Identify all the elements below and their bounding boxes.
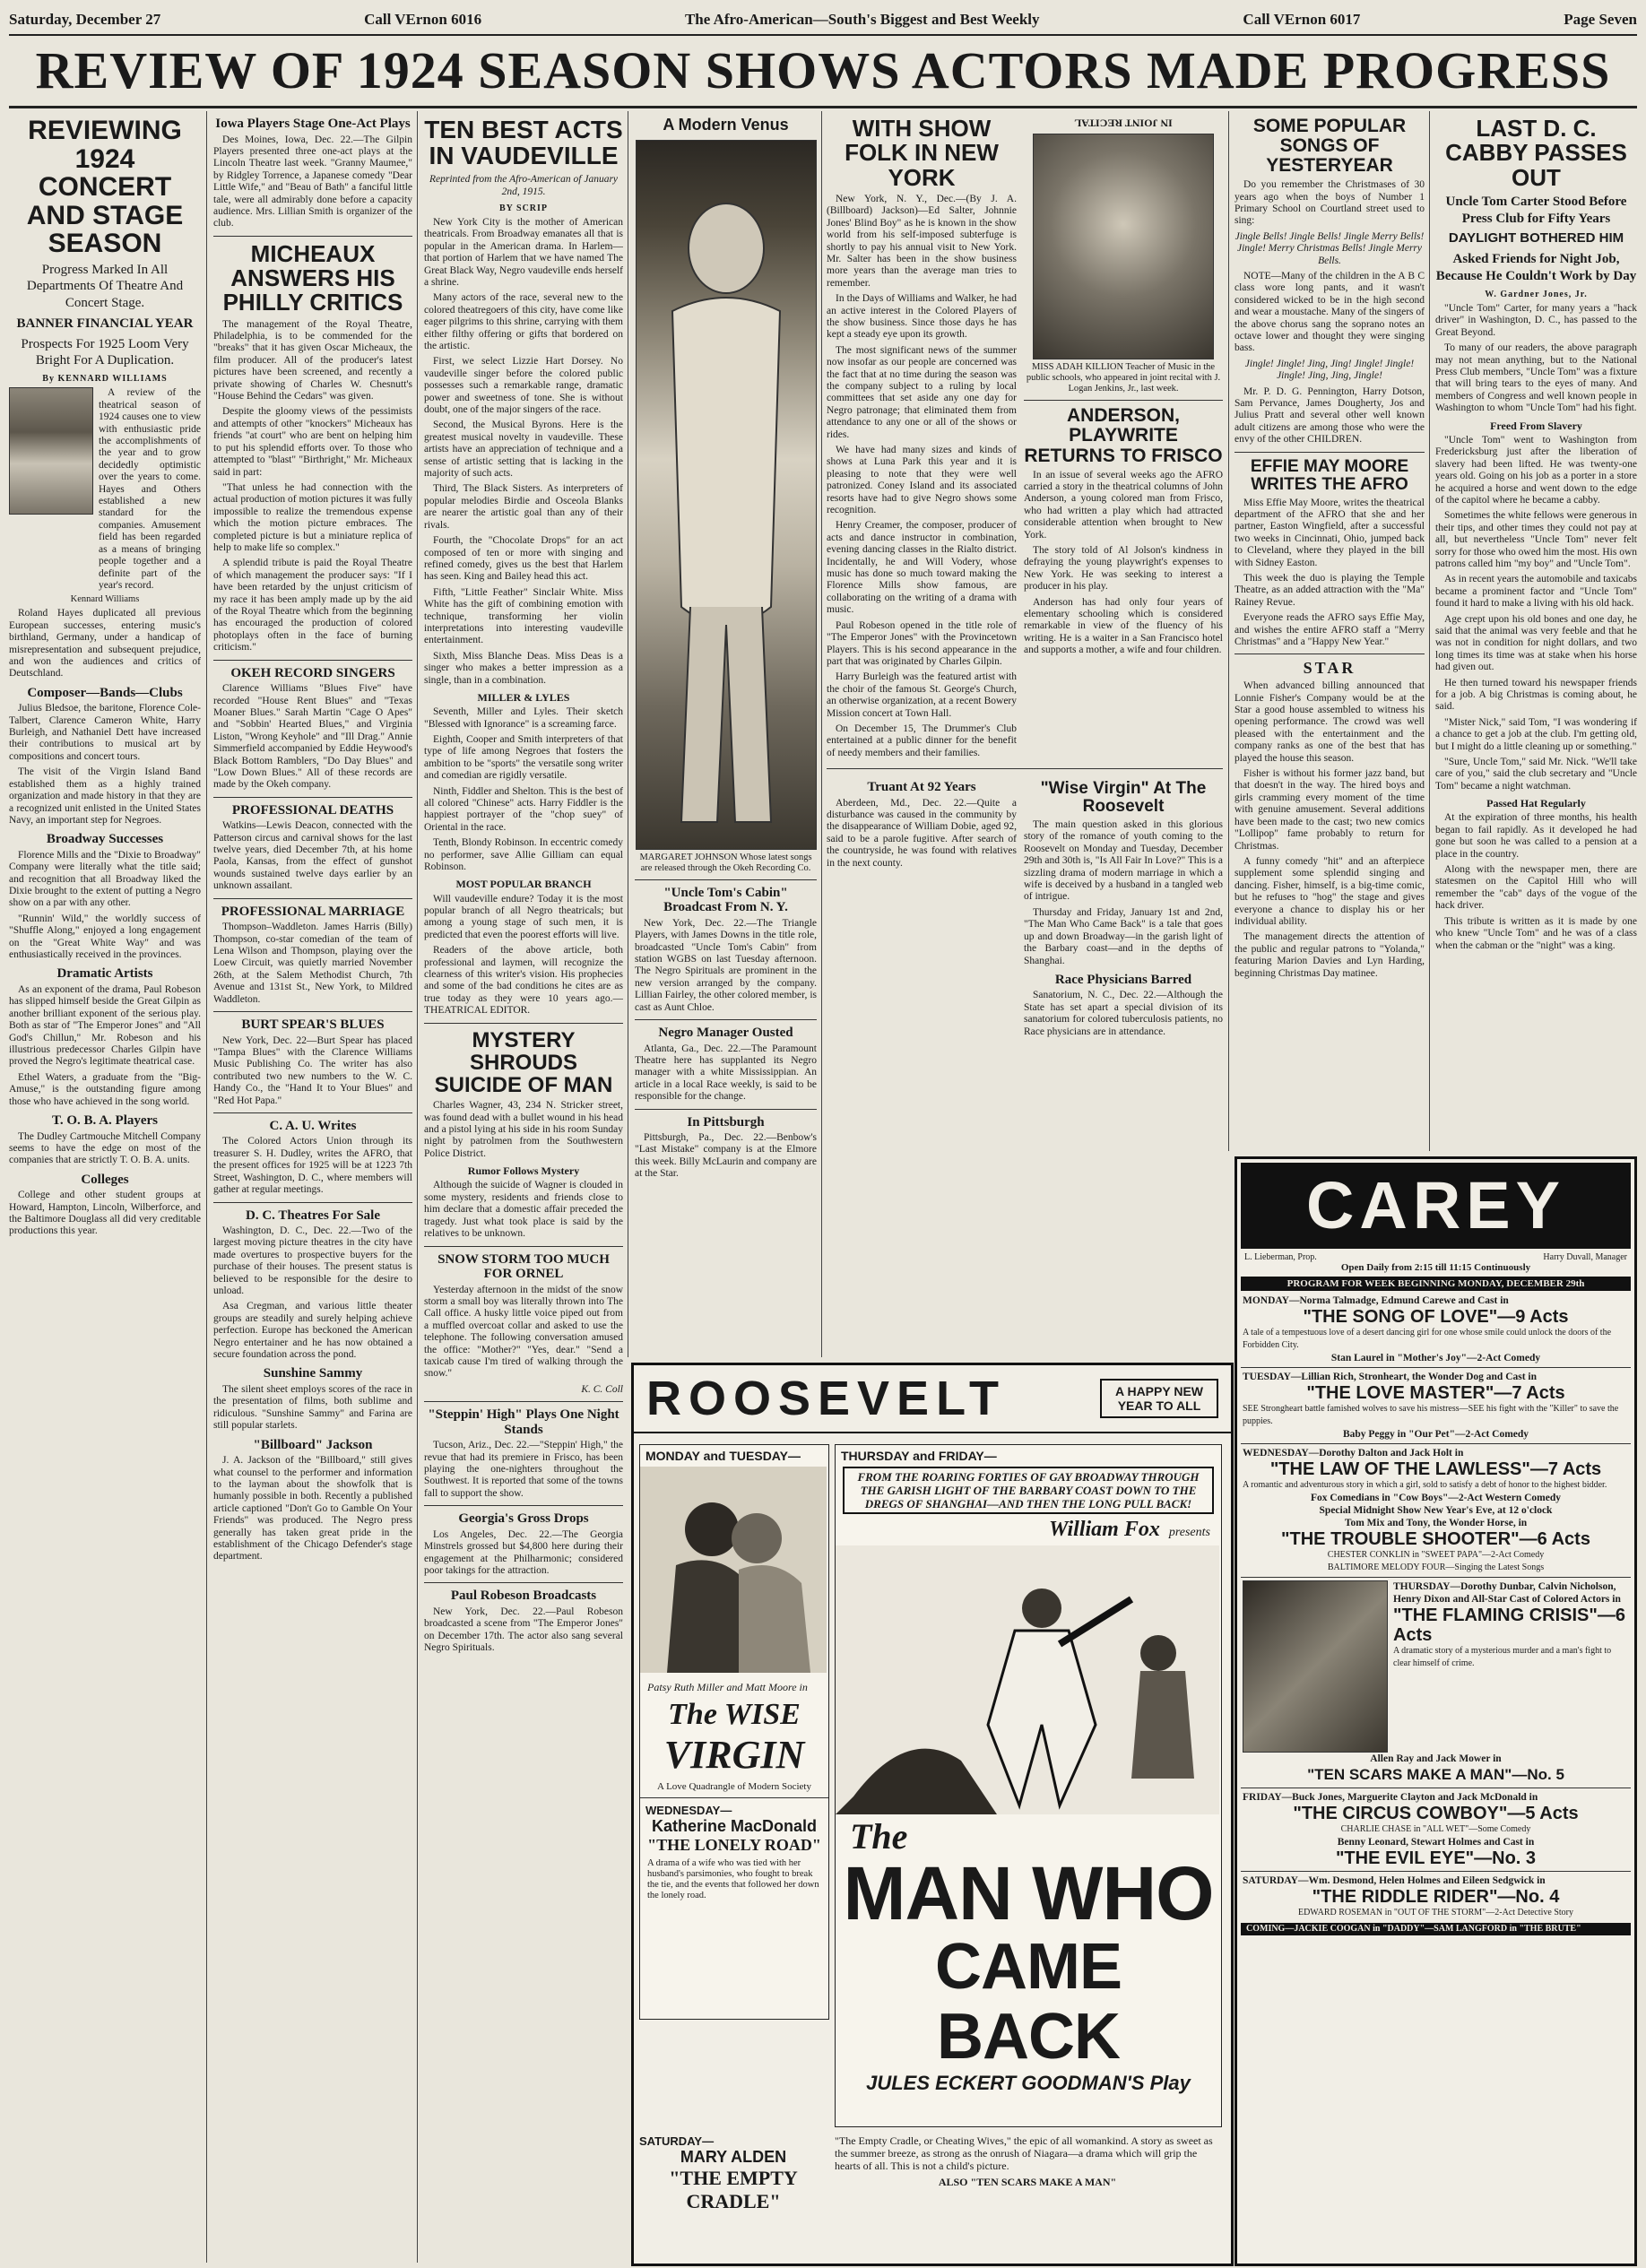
article-paragraph: Los Angeles, Dec. 22.—The Georgia Minstrels grossed but $4,800 here during their engagement at the Philharmonic; considered poor takings for the attraction. xyxy=(424,1528,623,1576)
article-paragraph: As an exponent of the drama, Paul Robeson has slipped himself beside the Great Gilpin as another brilliant exponent of the serious play. Both as star of "The Emperor Jones" and "All God's Chillun," Mr. Robeson and his illustrious predecessor Charles Gilpin have proved the Negro's legitimate theatrical case. xyxy=(9,983,201,1068)
article-paragraph: New York, N. Y., Dec.—(By J. A. (Billboard) Jackson)—Ed Salter, Johnnie Jones' Blind Boy" as he is known in the show world from his self-imposed subterfuge is shortly to pay his annual visit to New York. Mr. Salter has been in the show business more years than the average man tries to remember. xyxy=(827,193,1017,289)
carey-thursday: THURSDAY—Dorothy Dunbar, Calvin Nicholson, Henry Dixon and All-Star Cast of Colored Actors in xyxy=(1393,1581,1621,1605)
poster-film-title: MAN WHO xyxy=(843,1851,1214,1935)
article-paragraph: Yesterday afternoon in the midst of the snow storm a small boy was literally thrown into The Call office. A husky little voice piped out from a muffled overcoat collar and asked to use the telephone. The following conversation amused the office: "Mother?" "Yes, dear." "Send a taxicab cause I'm tired of walking through the snow." xyxy=(424,1284,623,1380)
wise-virgin-poster xyxy=(639,1444,829,2020)
reprint-note: Reprinted from the Afro-American of January 2nd, 1915. xyxy=(429,173,619,198)
adah-killion-photo xyxy=(1033,134,1214,359)
poster-dates: THURSDAY and FRIDAY— xyxy=(841,1449,997,1463)
roosevelt-logo: ROOSEVELT xyxy=(646,1372,1007,1425)
subhead: Sunshine Sammy xyxy=(263,1366,363,1381)
carey-logo: CAREY xyxy=(1241,1163,1631,1249)
article-headline: In Pittsburgh xyxy=(687,1114,765,1130)
roosevelt-saturday-desc xyxy=(835,2134,1220,2188)
carey-friday: FRIDAY—Buck Jones, Marguerite Clayton and Jack McDonald in xyxy=(1243,1792,1538,1803)
carey-owner: L. Lieberman, Prop. xyxy=(1244,1252,1317,1262)
article-headline: SNOW STORM TOO MUCH FOR ORNEL xyxy=(437,1251,610,1281)
article-paragraph: Clarence Williams "Blues Five" have recorded "House Rent Blues" and "Texas Moaner Blues." Sarah Martin "Cage O Apes" and "Sobbin' Hearted Blues," and Virginia Liston, "Wrong Keyhole" and "Ill Drag." Annie Simmerfield accompanied by Eddie Heywood's Black Bottom Ramblers, "Do Day Blues" and "Low Down Blues." All of these records are made by the Okeh company. xyxy=(213,683,412,791)
article-paragraph: Thursday and Friday, January 1st and 2nd, "The Man Who Came Back" is a tale that goes up and down Broadway—in the garish light of the Barbary coast—and in the depths of Shanghai. xyxy=(1024,906,1223,966)
paper-name: The Afro-American—South's Biggest and Best Weekly xyxy=(684,11,1040,28)
article-paragraph: Thompson–Waddleton. James Harris (Billy) Thompson, co-star comedian of the team of Lena Wilson and Thompson, playing over the Loew Circuit, was quietly married November 26th, at the Salem Methodist Church, 7th Avenue and 131st St., New York, to Mildred Waddleton. xyxy=(213,922,412,1005)
poster-film-desc: "The Empty Cradle, or Cheating Wives," the epic of all womankind. A story as sweet as the summer breeze, as strong as the onrush of Niagara—a drama which will grip the hearts of all. This is not a child's picture. xyxy=(835,2134,1213,2172)
article-headline: A Modern Venus xyxy=(663,116,789,134)
article-headline: PROFESSIONAL DEATHS xyxy=(231,802,394,818)
article-paragraph: When advanced billing announced that Lonnie Fisher's Company would be at the Star a good house assembled to witness his opening performance. The crowd was well pleased with the entertainment and the company ranks as one of the best that has played the house this season. xyxy=(1234,680,1425,764)
article-paragraph: We have had many sizes and kinds of shows at Luna Park this year and it is pleasing to note that they were well patronized. Coney Island and its associated resorts have had to give Negro shows some recognition. xyxy=(827,445,1017,516)
article-deck: Progress Marked In All Departments Of Theatre And Concert Stage. xyxy=(26,262,184,310)
article-paragraph: Age crept upon his old bones and one day, he said that the animal was very feeble and that he was not in condition for night dollars, and two long times its time was at stake when his horse had given out. xyxy=(1435,613,1637,673)
carey-film-title: "THE CIRCUS COWBOY"—5 Acts xyxy=(1293,1804,1579,1823)
poster-film-desc: A Love Quadrangle of Modern Society xyxy=(657,1781,811,1792)
carey-program: PROGRAM FOR WEEK BEGINNING MONDAY, DECEMBER 29th xyxy=(1241,1277,1631,1291)
carey-extra: BALTIMORE MELODY FOUR—Singing the Latest Songs xyxy=(1327,1562,1545,1572)
poster-film-title: The xyxy=(850,1816,908,1857)
subhead: Passed Hat Regularly xyxy=(1486,797,1586,810)
article-headline: SOME POPULAR SONGS OF YESTERYEAR xyxy=(1252,116,1407,177)
subhead: Colleges xyxy=(81,1172,129,1187)
subhead: MOST POPULAR BRANCH xyxy=(455,878,592,891)
fighting-figures-icon xyxy=(836,1545,1219,1814)
article-paragraph: Charles Wagner, 43, 234 N. Stricker street, was found dead with a bullet wound in his head and a pistol lying at his side in his room Sunday night by patrolmen from the Southwestern Police District. xyxy=(424,1100,623,1159)
subhead: Broadway Successes xyxy=(46,832,164,847)
article-paragraph: "Mister Nick," said Tom, "I was wondering if a chance to get a job at the club. I'm getting old, but I might do a little cleaning up or something." xyxy=(1435,716,1637,752)
carey-hours: Open Daily from 2:15 till 11:15 Continuously xyxy=(1340,1262,1531,1273)
column-rule xyxy=(1228,111,1229,1151)
carey-film-title: "THE TROUBLE SHOOTER"—6 Acts xyxy=(1281,1529,1590,1549)
article-paragraph: Readers of the above article, both professional and laymen, will recognize the clearness of this writer's vision. His prophecies and some of the bad conditions he cites are as true today as they were 10 years ago.—THEATRICAL EDITOR. xyxy=(424,945,623,1017)
article-paragraph: Seventh, Miller and Lyles. Their sketch "Blessed with Ignorance" is a screaming farce. xyxy=(424,706,623,730)
article-headline: Georgia's Gross Drops xyxy=(458,1511,589,1527)
article-paragraph: Tenth, Blondy Robinson. In eccentric comedy no performer, save Allie Gilliam can equal Robinson. xyxy=(424,837,623,873)
carey-management xyxy=(1237,1252,1634,1262)
article-headline: "Uncle Tom's Cabin" Broadcast From N. Y. xyxy=(663,885,788,915)
article-headline: OKEH RECORD SINGERS xyxy=(230,665,395,680)
article-paragraph: Third, The Black Sisters. As interpreters of popular melodies Birdie and Osceola Blanks are nearer the artistic goal than any of their rivals. xyxy=(424,483,623,531)
article-paragraph: Sanatorium, N. C., Dec. 22.—Although the State has set apart a special division of its sanatorium for colored tuberculosis patients, no Race physicians are in attendance. xyxy=(1024,990,1223,1037)
article-paragraph: In an issue of several weeks ago the AFRO carried a story in the theatrical columns of John Anderson, a young colored man from Frisco, who had written a play which had attracted considerable attention when brought to New York. xyxy=(1024,469,1223,541)
article-paragraph: New York, Dec. 22.—Paul Robeson broadcasted a scene from "The Emperor Jones" on December 17th. The actor also sang several Negro Spirituals. xyxy=(424,1606,623,1654)
article-paragraph: The most significant news of the summer now insofar as our people are concerned was the fact that at no time during the season was the company subject to a ruling by local committees that set aside any one day for Negro patronage; that eliminated them from attendance to any one or all of the shows or rides. xyxy=(827,344,1017,440)
photo-caption: MARGARET JOHNSON Whose latest songs are released through the Okeh Recording Co. xyxy=(639,852,812,873)
poster-also: ALSO "TEN SCARS MAKE A MAN" xyxy=(938,2176,1117,2188)
song-verse: Jingle Bells! Jingle Bells! Jingle Merry Bells! Jingle! Merry Christmas Bells! Jingle Merry Bells. xyxy=(1234,230,1425,266)
article-paragraph: New York, Dec. 22—Burt Spear has placed "Tampa Blues" with the Clarence Williams Music Publishing Co. The writer has also contributed two new numbers to the W. C. Handy Co., the "Hand It to Your Blues" and "Red Hot Papa." xyxy=(213,1034,412,1106)
new-year-greeting: A HAPPY NEW YEAR TO ALL xyxy=(1100,1379,1218,1418)
article-paragraph: The Dudley Cartmouche Mitchell Company seems to have the edge on most of the companies that are strictly T. O. B. A. units. xyxy=(9,1130,201,1166)
article-paragraph: J. A. Jackson of the "Billboard," still gives what counsel to the performer and information to the layman about the showfolk that is humanly possible in both. Recently a published article captioned "Don't Go to Gamble On Your Friends" was produced. The Negro press generally has taken great pride in the establishment of the Chicago Defender's stage department. xyxy=(213,1455,412,1562)
banner-headline: REVIEW OF 1924 SEASON SHOWS ACTORS MADE PROGRESS xyxy=(9,36,1637,108)
article-paragraph: Atlanta, Ga., Dec. 22.—The Paramount Theatre here has supplanted its Negro manager with a white Mississippian. An article in a local Race weekly, is said to be responsible for the change. xyxy=(635,1043,817,1103)
column-yesteryear xyxy=(1234,111,1425,1151)
article-paragraph: Des Moines, Iowa, Dec. 22.—The Gilpin Players presented three one-act plays at the Lincoln Theatre last week. "Granny Maumee," by Ridgley Torrence, a Japanese comedy "Dear Little Wife," and "Beau of Bath" a fanciful little tale, were all admirably done before a capacity audience. Mrs. Lillian Smith is organizer of the club. xyxy=(213,134,412,229)
article-paragraph: Many actors of the race, several new to the colored theatregoers of this city, have come like eager pilgrims to this shrine, carrying with them either filthy offering or gifts that bordered on the artistic. xyxy=(424,292,623,351)
article-deck: Prospects For 1925 Loom Very Bright For A Duplication. xyxy=(21,336,189,368)
article-paragraph: The management directs the attention of the public and regular patrons to "Yolanda," featuring Marion Davies and Lyn Harding, beginning Christmas Day matinee. xyxy=(1234,931,1425,979)
article-headline: Iowa Players Stage One-Act Plays xyxy=(215,117,411,131)
article-paragraph: Miss Effie May Moore, writes the theatrical department of the AFRO that she and her partner, Easton Wingfield, after a successful two weeks in Cincinnati, Ohio, jumped back to Cleveland, where they played in the bill with Sidney Easton. xyxy=(1234,497,1425,568)
article-paragraph: Roland Hayes duplicated all previous European successes, entering music's birthland, Germany, under a handicap of misrepresentation and subsequent prejudice, and won the audiences and critics of Deutschland. xyxy=(9,608,201,680)
article-headline: STAR xyxy=(1303,659,1356,678)
poster-film-desc: A drama of a wife who was tied with her husband's parsimonies, who fought to break the tie, and the events that followed her down the lonely road. xyxy=(647,1858,819,1900)
carey-film-title: "THE FLAMING CRISIS"—6 Acts xyxy=(1393,1606,1625,1645)
subhead: Freed From Slavery xyxy=(1490,419,1582,432)
page-number: Page Seven xyxy=(1564,11,1637,28)
article-headline: TEN BEST ACTS IN VAUDEVILLE xyxy=(424,116,623,170)
article-headline: Truant At 92 Years xyxy=(867,780,976,795)
poster-tagline: FROM THE ROARING FORTIES OF GAY BROADWAY THROUGH THE GARISH LIGHT OF THE BARBARY COAST DOWN TO THE DREGS OF SHANGHAI—AND THEN THE LONG PULL BACK! xyxy=(843,1467,1214,1514)
column-vaudeville xyxy=(424,111,623,2263)
subhead: Dramatic Artists xyxy=(56,966,153,982)
article-paragraph: Ethel Waters, a graduate from the "Big-Amuse," is the outstanding figure among those who have achieved in the song world. xyxy=(9,1071,201,1107)
carey-manager: Harry Duvall, Manager xyxy=(1543,1252,1627,1262)
article-headline: D. C. Theatres For Sale xyxy=(246,1208,380,1223)
poster-film-title: "THE EMPTY CRADLE" xyxy=(669,2167,798,2212)
article-paragraph: "Uncle Tom" Carter, for many years a "hack driver" in Washington, D. C., has passed to the Great Beyond. xyxy=(1435,303,1637,338)
article-paragraph: The silent sheet employs scores of the race in the presentation of films, both sublime and ridiculous. "Sunshine Sammy" and Farina are still popular starlets. xyxy=(213,1383,412,1432)
poster-film-title: The WISE xyxy=(668,1698,801,1731)
column-rule xyxy=(206,111,207,2263)
article-paragraph: Anderson has had only four years of elementary schooling which is considered remarkable in view of the fluency of his writing. He is a waiter in a San Francisco hotel and supports a mother, a wife and four children. xyxy=(1024,596,1223,656)
kissing-couple-icon xyxy=(640,1467,827,1673)
carey-film-desc: A romantic and adventurous story in which a girl, sold to satisfy a debt of honor to the highest bidder. xyxy=(1243,1480,1607,1490)
article-paragraph: Eighth, Cooper and Smith interpreters of that type of life among Negroes that fosters the ambition to be "sports" the versatile song writer and comedian are rigidly versatile. xyxy=(424,733,623,782)
byline: W. Gardner Jones, Jr. xyxy=(1485,289,1588,299)
article-paragraph: Washington, D. C., Dec. 22.—Two of the largest moving picture theatres in the city have made overtures to prospective buyers for the purchase of their houses. The present status is believed to be responsible for the desire to unload. xyxy=(213,1225,412,1297)
article-paragraph: This week the duo is playing the Temple Theatre, as an added attraction with the "Ma" Rainey Revue. xyxy=(1234,572,1425,608)
column-iowa-micheaux xyxy=(213,111,412,2263)
article-headline: Paul Robeson Broadcasts xyxy=(450,1588,597,1604)
carey-film-title: "THE LAW OF THE LAWLESS"—7 Acts xyxy=(1269,1459,1602,1479)
carey-theatre-ad xyxy=(1234,1156,1637,2266)
article-headline: BURT SPEAR'S BLUES xyxy=(241,1017,385,1033)
article-paragraph: Do you remember the Christmases of 30 years ago when the boys of Number 1 Primary School on Courtland street used to sing: xyxy=(1234,179,1425,227)
article-paragraph: "That unless he had connection with the actual production of motion pictures it was fully impossible to realize the tremendous expense which the motion picture embraces. The completed picture is but a miniature replica of help to make life so complex." xyxy=(213,481,412,553)
margaret-johnson-photo xyxy=(636,140,817,850)
article-deck: Asked Friends for Night Job, Because He Couldn't Work by Day xyxy=(1435,252,1637,283)
subhead: Rumor Follows Mystery xyxy=(467,1164,580,1178)
column-show-folk xyxy=(827,111,1223,1357)
article-headline: "Steppin' High" Plays One Night Stands xyxy=(428,1407,619,1437)
article-paragraph: A splendid tribute is paid the Royal Theatre of which management the producer says: "If I have been retarded by the unjust criticism of my race it has been amply made up by the aid of the Royal Theatre which from the beginning has encouraged the production of colored photoplays often in the face of burning criticism." xyxy=(213,558,412,654)
carey-midnight-show: Special Midnight Show New Year's Eve, at 12 o'clock xyxy=(1319,1505,1553,1516)
carey-film-title: "THE RIDDLE RIDER"—No. 4 xyxy=(1312,1887,1560,1907)
article-paragraph: Sometimes the white fellows were generous in their tips, and other times they could not pay at all, but nevertheless "Uncle Tom" never felt sorry for those who owed him the most. His own patrons called him "my boy" and "Uncle Tom". xyxy=(1435,510,1637,569)
article-paragraph: Julius Bledsoe, the baritone, Florence Cole-Talbert, Clarence Cameron White, Harry Burleigh, and Nathaniel Dett have increased their contributions to musical art by compositions and concert tours. xyxy=(9,703,201,762)
poster-dates: WEDNESDAY— xyxy=(645,1804,732,1817)
poster-film-title: CAME BACK xyxy=(935,1931,1122,2073)
carey-extra: EDWARD ROSEMAN in "OUT OF THE STORM"—2-Act Detective Story xyxy=(1297,1908,1574,1917)
article-paragraph: Watkins—Lewis Deacon, connected with the Patterson circus and carnival shows for the last twelve years, died December 7th, at his home Paola, Kansas, from the effect of gunshot wounds sustained twelve days earlier by an unknown assailant. xyxy=(213,820,412,892)
article-paragraph: Fifth, "Little Feather" Sinclair White. Miss White has the gift of combining emotion with technique, transforming her violin interpretations into interesting vaudeville entertainment. xyxy=(424,586,623,646)
article-paragraph: Asa Cregman, and various little theater groups are steadily and surely helping achieve perfection. Europe has beckoned the American Negro entertainer and he has now obtained a secure foundation across the pond. xyxy=(213,1301,412,1361)
phone-number-right: Call VErnon 6017 xyxy=(1243,11,1361,28)
article-deck: BANNER FINANCIAL YEAR xyxy=(16,316,194,331)
article-paragraph: Second, the Musical Byrons. Here is the greatest musical novelty in vaudeville. These artists have an appreciation of technique and a sense of artistic setting that is lacking in the majority of such acts. xyxy=(424,420,623,480)
poster-film-title: VIRGIN xyxy=(663,1733,805,1777)
article-headline: MICHEAUX ANSWERS HIS PHILLY CRITICS xyxy=(222,239,403,316)
column-rule xyxy=(821,111,822,1357)
article-paragraph: The management of the Royal Theatre, Philadelphia, is to be commended for the "breaks" that it has given Oscar Micheaux, the film producer. All of the producer's latest pictures have been screened, and recently a private showing of Charles W. Chesnutt's "House Behind the Cedars" was given. xyxy=(213,318,412,403)
article-paragraph: Fisher is without his former jazz band, but that doesn't in the way. The hired boys and girls cramming every moment of the time with genuine amusement. Several additions have been made to the cast; two new comics "Lollipop" fame probably to return for Christmas. xyxy=(1234,768,1425,852)
article-paragraph: Will vaudeville endure? Today it is the most popular branch of all Negro theatricals; but among a young stage of such men, it is predicted that even the poorest efforts will live. xyxy=(424,893,623,940)
kennard-williams-photo xyxy=(9,387,93,515)
poster-stars: Patsy Ruth Miller and Matt Moore in xyxy=(647,1681,808,1693)
article-paragraph: A funny comedy "hit" and an afterpiece supplement some splendid singing and dancing. Fisher, himself, is a big-time comic, but he refuses to "hog" the stage and gives everyone a chance to display his or her individual ability. xyxy=(1234,855,1425,927)
article-paragraph: "Uncle Tom" went to Washington from Fredericksburg just after the liberation of slavery had been lifted. He was twenty-one years old. Going on his job as a porter in a store he acquired a horse and went down to the edge of the capitol where he became a cabby. xyxy=(1435,434,1637,506)
byline: BY SCRIP xyxy=(498,203,549,213)
article-headline: REVIEWING 1924 CONCERT AND STAGE SEASON xyxy=(26,116,184,258)
article-headline: ANDERSON, PLAYWRITE RETURNS TO FRISCO xyxy=(1024,405,1223,466)
carey-film-title: "THE SONG OF LOVE"—9 Acts xyxy=(1303,1307,1569,1327)
subhead: T. O. B. A. Players xyxy=(51,1113,159,1129)
column-rule xyxy=(1429,111,1430,1151)
roosevelt-theatre-ad xyxy=(631,1363,1234,2266)
poster-star: MARY ALDEN xyxy=(680,2148,787,2166)
carey-extra: Stan Laurel in "Mother's Joy"—2-Act Comedy xyxy=(1330,1353,1541,1363)
carey-extra: CHESTER CONKLIN in "SWEET PAPA"—2-Act Comedy xyxy=(1327,1550,1545,1560)
article-paragraph: "Runnin' Wild," the worldly success of "Shuffle Along," enjoyed a long engagement on the "Great White Way" and was enthusiastically received in the provinces. xyxy=(9,913,201,961)
carey-film-desc: A dramatic story of a mysterious murder and a man's fight to clear himself of crime. xyxy=(1393,1646,1612,1668)
carey-film-title: "THE EVIL EYE"—No. 3 xyxy=(1335,1848,1537,1868)
poster-dates: SATURDAY— xyxy=(639,2134,715,2148)
article-headline: Negro Manager Ousted xyxy=(658,1026,793,1041)
article-paragraph: He then turned toward his newspaper friends for a job. A big Christmas is coming about, he said. xyxy=(1435,677,1637,713)
subhead: Composer—Bands—Clubs xyxy=(27,685,183,700)
date-line: Saturday, December 27 xyxy=(9,11,161,28)
byline: By KENNARD WILLIAMS xyxy=(42,374,168,384)
article-paragraph: New York City is the mother of American theatricals. From Broadway emanates all that is popular in the American drama. In Harlem—that portion of Harlem that we have named The Great Black Way, Negro vaudeville ends herself a shrine. xyxy=(424,216,623,288)
poster-star: Katherine MacDonald xyxy=(651,1817,818,1835)
article-headline: WITH SHOW FOLK IN NEW YORK xyxy=(845,115,999,191)
carey-extra: CHARLIE CHASE in "ALL WET"—Some Comedy xyxy=(1340,1824,1531,1834)
man-who-came-back-poster xyxy=(835,1444,1222,2127)
article-paragraph: Along with the newspaper men, there are statesmen on the Capitol Hill who will remember the "cab" days of the vogue of the hack driver. xyxy=(1435,864,1637,912)
carey-saturday: SATURDAY—Wm. Desmond, Helen Holmes and Eileen Sedgwick in xyxy=(1243,1875,1546,1886)
photo-caption: MISS ADAH KILLION Teacher of Music in the public schools, who appeared in joint recital with J. Logan Jenkins, Jr., last week. xyxy=(1026,362,1221,394)
carey-extra: Benny Leonard, Stewart Holmes and Cast in xyxy=(1337,1837,1535,1848)
poster-film-title: "THE LONELY ROAD" xyxy=(647,1836,821,1854)
article-paragraph: Everyone reads the AFRO says Effie May, and wishes the entire AFRO staff a "Merry Christmas" and a "Happy New Year." xyxy=(1234,612,1425,648)
subhead: "Billboard" Jackson xyxy=(253,1437,373,1452)
carey-monday: MONDAY—Norma Talmadge, Edmund Carewe and Cast in xyxy=(1243,1295,1509,1306)
article-paragraph: The visit of the Virgin Island Band established them as a highly trained organization and made history in that they are a recognized unit enlisted in the United States Navy, an important step for Negroes. xyxy=(9,766,201,826)
article-paragraph: The Colored Actors Union through its treasurer S. H. Dudley, writes the AFRO, that the present offices for 1925 will be at 1223 7th Street, Washington, D. C., where members will gather at regular meetings. xyxy=(213,1136,412,1196)
carey-extra: Allen Ray and Jack Mower in xyxy=(1370,1753,1502,1764)
carey-extra: Fox Comedians in "Cow Boys"—2-Act Western Comedy xyxy=(1311,1493,1561,1503)
article-deck: DAYLIGHT BOTHERED HIM xyxy=(1448,230,1624,247)
article-paragraph: A review of the theatrical season of 1924 causes one to view with enthusiastic pride the accomplishments of the year and to grow decidedly optimistic over the years to come. Hayes and Others established a new standard for the companies. Amusement field has been regarded as a means of bringing people together and a definite part of the year's record. xyxy=(99,387,201,591)
flaming-crisis-photo xyxy=(1243,1580,1388,1753)
carey-tuesday: TUESDAY—Lillian Rich, Stronheart, the Wonder Dog and Cast in xyxy=(1243,1372,1538,1382)
article-paragraph: Ninth, Fiddler and Shelton. This is the best of all colored "Chinese" acts. Harry Fiddler is the happiest portrayer of the "chop suey" of Oriental in the race. xyxy=(424,785,623,833)
article-paragraph: At the expiration of three months, his health began to fail rapidly. As it developed he had gone but soon he was called to a pension at a place in the country. xyxy=(1435,812,1637,860)
article-paragraph: First, we select Lizzie Hart Dorsey. No vaudeville singer before the colored public possesses such a remarkable range, dramatic power and sweetness of tone. She is without doubt, one of the major singers of the race. xyxy=(424,356,623,416)
article-paragraph: Pittsburgh, Pa., Dec. 22.—Benbow's "Last Mistake" company is at the Elmore this week. Billy McLaurin and company are at the Star. xyxy=(635,1132,817,1180)
article-paragraph: Tucson, Ariz., Dec. 22.—"Steppin' High," the revue that had its premiere in Frisco, has been playing the one-nighters throughout the Southwest. It is reported that some of the towns fall to support the show. xyxy=(424,1440,623,1499)
roosevelt-saturday xyxy=(639,2134,827,2213)
carey-film-desc: SEE Strongheart battle famished wolves to save his mistress—SEE his fight with the "Killer" to save the puppies. xyxy=(1243,1404,1619,1426)
article-deck: Uncle Tom Carter Stood Before Press Club for Fifty Years xyxy=(1445,194,1627,226)
article-paragraph: Aberdeen, Md., Dec. 22.—Quite a disturbance was caused in the community by the disappearance of William Dobie, aged 92, said to be a parole fugitive. After search of the countryside, he was found with relatives in the next county. xyxy=(827,797,1017,869)
article-paragraph: On December 15, The Drummer's Club entertained at a public dinner for the benefit of needy members and their families. xyxy=(827,723,1017,758)
carey-film-desc: A tale of a tempestuous love of a desert dancing girl for one whose smile could unlock the doors of the Forbidden City. xyxy=(1243,1328,1612,1350)
article-headline: "Wise Virgin" At The Roosevelt xyxy=(1040,779,1207,817)
article-headline: C. A. U. Writes xyxy=(269,1118,357,1133)
article-paragraph: Although the suicide of Wagner is clouded in some mystery, residents and friends close to him declare that a domestic affair preceded the tragedy. Just what took place is said by the relatives to be unknown. xyxy=(424,1180,623,1240)
article-paragraph: Fourth, the "Chocolate Drops" for an act composed of ten or more with singing and refined comedy, gives us the best that Harlem has seen. King and Bailey head this act. xyxy=(424,535,623,583)
column-rule xyxy=(417,111,418,2263)
article-headline: LAST D. C. CABBY PASSES OUT xyxy=(1445,115,1627,191)
article-paragraph: Despite the gloomy views of the pessimists and attempts of other "knockers" Micheaux has friends "at court" who are bent on helping him to put his splendid efforts over. To those who attempted to "blast" "Birthright," Mr. Micheaux said in part: xyxy=(213,406,412,478)
article-paragraph: Florence Mills and the "Dixie to Broadway" Company were literally what the title said; and recognition that all Broadway liked the Dixie brought to the extent of putting a Negro show on a par with any other. xyxy=(9,849,201,909)
article-paragraph: "Sure, Uncle Tom," said Mr. Nick. "We'll take care of you," said the club secretary and "Uncle Tom" became a night watchman. xyxy=(1435,757,1637,792)
song-verse: Jingle! Jingle! Jing, Jing! Jingle! Jingle! Jingle! Jing, Jing, Jingle! xyxy=(1244,358,1415,382)
article-paragraph: College and other student groups at Howard, Hampton, Lincoln, Wilberforce, and the Baltimore Douglass all did very creditable productions this year. xyxy=(9,1190,201,1237)
recital-label: IN JOINT RECITAL xyxy=(1074,117,1173,130)
carey-film-title: "TEN SCARS MAKE A MAN"—No. 5 xyxy=(1307,1766,1564,1783)
article-paragraph: Harry Burleigh was the featured artist with the choir of the famous St. George's Church, an otherwise organization, at a recent Bowery Mission concert at Town Hall. xyxy=(827,671,1017,719)
signoff: K. C. Coll xyxy=(581,1383,623,1395)
poster-producer: William Fox xyxy=(1049,1518,1160,1541)
carey-film-title: "THE LOVE MASTER"—7 Acts xyxy=(1306,1383,1565,1403)
carey-coming: COMING—JACKIE COOGAN in "DADDY"—SAM LANGFORD in "THE BRUTE" xyxy=(1241,1923,1631,1935)
subhead: MILLER & LYLES xyxy=(477,690,570,704)
article-paragraph: Mr. P. D. G. Pennington, Harry Dotson, Sam Pervance, James Dougherty, Jos and Julius Pratt and several other well known adult citizens are among those who were the envy of the other CHILDREN. xyxy=(1234,385,1425,446)
carey-extra: Baby Peggy in "Our Pet"—2-Act Comedy xyxy=(1342,1429,1529,1440)
column-dc-cabby xyxy=(1435,111,1637,1151)
article-headline: EFFIE MAY MOORE WRITES THE AFRO xyxy=(1250,456,1409,494)
article-paragraph: In the Days of Williams and Walker, he had an active interest in the Colored Players of the show business. Since those days he has kept a steady eye upon its growth. xyxy=(827,293,1017,341)
article-paragraph: Sixth, Miss Blanche Deas. Miss Deas is a singer who makes a better impression as a single, than in a combination. xyxy=(424,650,623,686)
poster-dates: MONDAY and TUESDAY— xyxy=(645,1449,801,1463)
article-paragraph: The main question asked in this glorious story of the romance of youth coming to the Roosevelt on Monday and Tuesday, December 29th and 30th is, "Is All Fair In Love?" This is a sizzling drama of modern marriage in which a wife is deceived by a husband in a tangled web of intrigue. xyxy=(1024,819,1223,903)
article-paragraph: As in recent years the automobile and taxicabs became a prominent factor and "Uncle Tom" found it hard to make a living with his old hack. xyxy=(1435,574,1637,610)
article-paragraph: NOTE—Many of the children in the A B C class wore long pants, and it wasn't considered wicked to be in the high second and wear a moustache. Many of the singers of the above chorus sang the soprano notes an octave lower and thought they were singing bass. xyxy=(1234,270,1425,354)
article-headline: Race Physicians Barred xyxy=(1054,972,1192,987)
photo-caption: Kennard Williams xyxy=(70,594,140,605)
carey-wednesday: WEDNESDAY—Dorothy Dalton and Jack Holt in xyxy=(1243,1448,1464,1459)
article-paragraph: To many of our readers, the above paragraph may not mean anything, but to the National Press Club members, "Uncle Tom" was a fixture that will bring tears to the eyes of many. And members of Congress and well known people in Washington to whom "Uncle Tom" had his fight. xyxy=(1435,342,1637,414)
article-paragraph: Henry Creamer, the composer, producer of acts and dance instructor in combination, evening dancing classes in the Rialto district. Incidentally, he and Will Vodery, whose music has done so much toward making the Florence Mills show famous, are collaborating on the writing of a drama with music. xyxy=(827,520,1017,616)
column-modern-venus xyxy=(635,111,817,1357)
article-headline: MYSTERY SHROUDS SUICIDE OF MAN xyxy=(434,1027,613,1098)
article-paragraph: Paul Robeson opened in the title role of "The Emperor Jones" with the Provincetown Players. This is his second appearance in the part that was originated by Charles Gilpin. xyxy=(827,619,1017,667)
phone-number-left: Call VErnon 6016 xyxy=(364,11,482,28)
carey-midnight-stars: Tom Mix and Tony, the Wonder Horse, in xyxy=(1344,1518,1528,1528)
article-paragraph: New York, Dec. 22.—The Triangle Players, with James Downs in the title role, broadcasted "Uncle Tom's Cabin" from station WGBS on last Tuesday afternoon. The Negro Spirituals are prominent in the new version arranged by the company. Lillian Fairley, the other colored member, is cast as Aunt Chloe. xyxy=(635,917,817,1013)
article-paragraph: This tribute is written as it is made by one who knew "Uncle Tom" and he was of a class when the cabman or the "night" was a king. xyxy=(1435,915,1637,951)
masthead xyxy=(9,5,1637,36)
venus-figure-icon xyxy=(637,141,816,849)
poster-presents: presents xyxy=(1168,1526,1210,1539)
column-reviewing-1924 xyxy=(9,111,201,2263)
article-headline: PROFESSIONAL MARRIAGE xyxy=(221,904,405,919)
poster-author: JULES ECKERT GOODMAN'S Play xyxy=(866,2072,1191,2094)
article-paragraph: The story told of Al Jolson's kindness in defraying the young playwright's expenses to New York. He was seeking to interest a producer in his play. xyxy=(1024,544,1223,593)
